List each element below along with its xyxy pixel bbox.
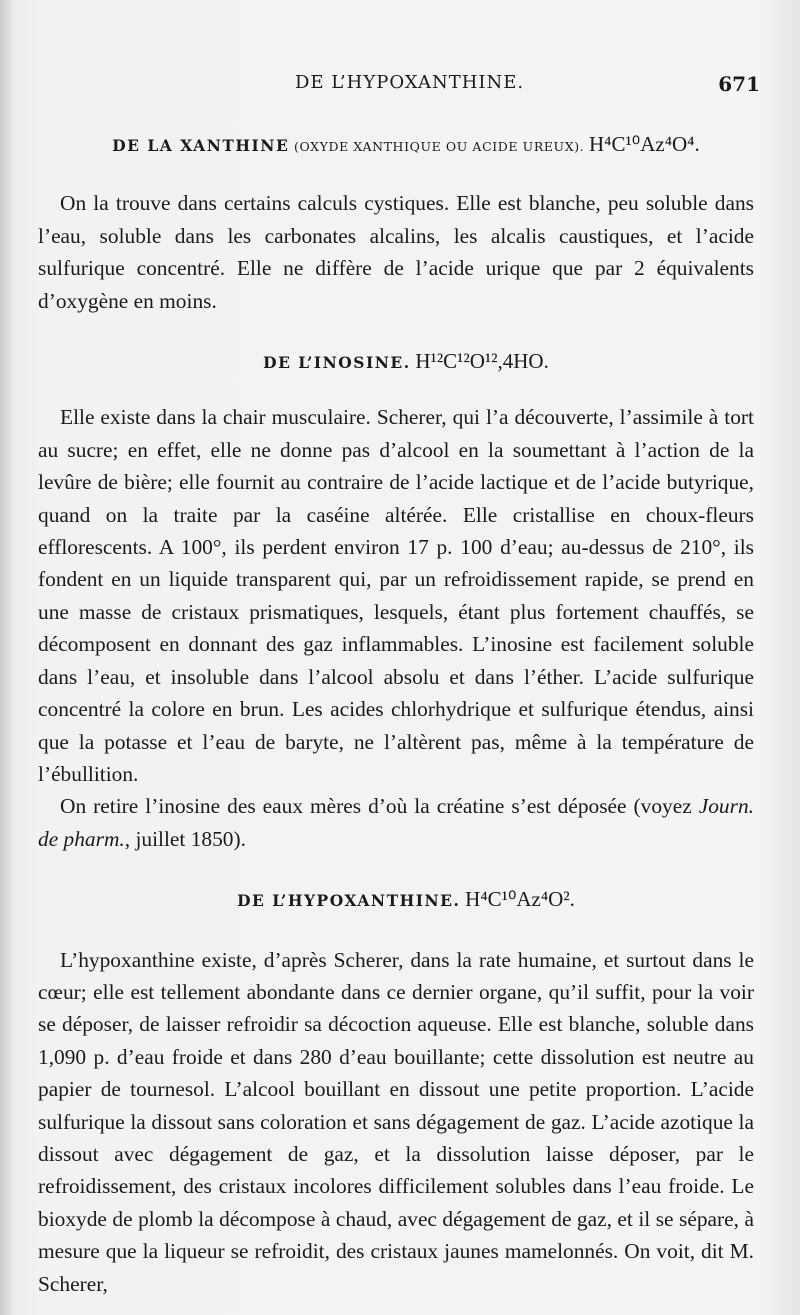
- journal-reference: Journ. de pharm.: [38, 794, 754, 851]
- paragraph-text: , juillet 1850).: [124, 826, 246, 851]
- heading-formula: H⁴C¹⁰Az⁴O².: [465, 887, 575, 912]
- heading-formula: H⁴C¹⁰Az⁴O⁴.: [589, 132, 700, 156]
- section-heading-inosine: [38, 345, 754, 379]
- heading-name: DE L’INOSINE.: [263, 353, 411, 373]
- section-heading-xanthine: [38, 128, 754, 163]
- paragraph-text: On retire l’inosine des eaux mères d’où la créatine s’est déposée (voyez: [60, 794, 699, 819]
- section-heading-hypoxanthine: [38, 883, 754, 917]
- page-number: 671: [718, 72, 760, 96]
- paragraph-xanthine: On la trouve dans certains calculs cystiques. Elle est blanche, peu soluble dans l’eau, soluble dans les carbonates alcalins, les alcalis caustiques, et l’acide sulfurique concentré. Elle ne diffère de l’acide urique que par 2 équivalents d’oxygène en moins.: [38, 191, 754, 313]
- paragraph-inosine-1: Elle existe dans la chair musculaire. Scherer, qui l’a découverte, l’assimile à tort au sucre; en effet, elle ne donne pas d’alcool en la soumettant à l’action de la levûre de bière; elle fournit au contraire de l’acide lactique et de l’acide butyrique, quand on la traite par la caséine altérée. Elle cristallise en choux-fleurs efflorescents. A 100°, ils perdent environ 17 p. 100 d’eau; au-dessus de 210°, ils fondent en un liquide transparent qui, par un refroidissement rapide, se prend en une masse de cristaux prismatiques, lesquels, étant plus fortement chauffés, se décomposent en donnant des gaz inflammables. L’inosine est facilement soluble dans l’eau, et insoluble dans l’alcool absolu et dans l’éther. L’acide sulfurique concentré la colore en brun. Les acides chlorhydrique et sulfurique étendus, ainsi que la potasse et l’eau de baryte, ne l’altèrent pas, même à la température de l’ébullition.: [38, 405, 754, 786]
- heading-name: DE L’HYPOXANTHINE.: [237, 891, 461, 911]
- heading-formula: H¹²C¹²O¹²,4HO.: [415, 349, 549, 374]
- page-body: [38, 128, 754, 1300]
- heading-name: DE LA XANTHINE: [112, 136, 290, 155]
- paragraph-hypoxanthine: L’hypoxanthine existe, d’après Scherer, dans la rate humaine, et surtout dans le cœur; elle est tellement abondante dans ce dernier organe, qu’il suffit, pour la voir se déposer, de laisser refroidir sa décoction aqueuse. Elle est blanche, soluble dans 1,090 p. d’eau froide et dans 280 d’eau bouillante; cette dissolution est neutre au papier de tournesol. L’alcool bouillant en dissout une petite proportion. L’acide sulfurique la dissout sans coloration et sans dégagement de gaz. L’acide azotique la dissout avec dégagement de gaz, et la dissolution laisse déposer, par le refroidissement, des cristaux incolores difficilement solubles dans l’eau froide. Le bioxyde de plomb la décompose à chaud, avec dégagement de gaz, et il se sépare, à mesure que la liqueur se refroidit, des cristaux jaunes mamelonnés. On voit, dit M. Scherer,: [38, 947, 754, 1296]
- heading-parenthetical: (OXYDE XANTHIQUE OU ACIDE UREUX).: [294, 139, 585, 154]
- paragraph-inosine-2: [38, 790, 754, 855]
- running-title: DE L’HYPOXANTHINE.: [295, 72, 525, 93]
- running-head: [0, 72, 800, 102]
